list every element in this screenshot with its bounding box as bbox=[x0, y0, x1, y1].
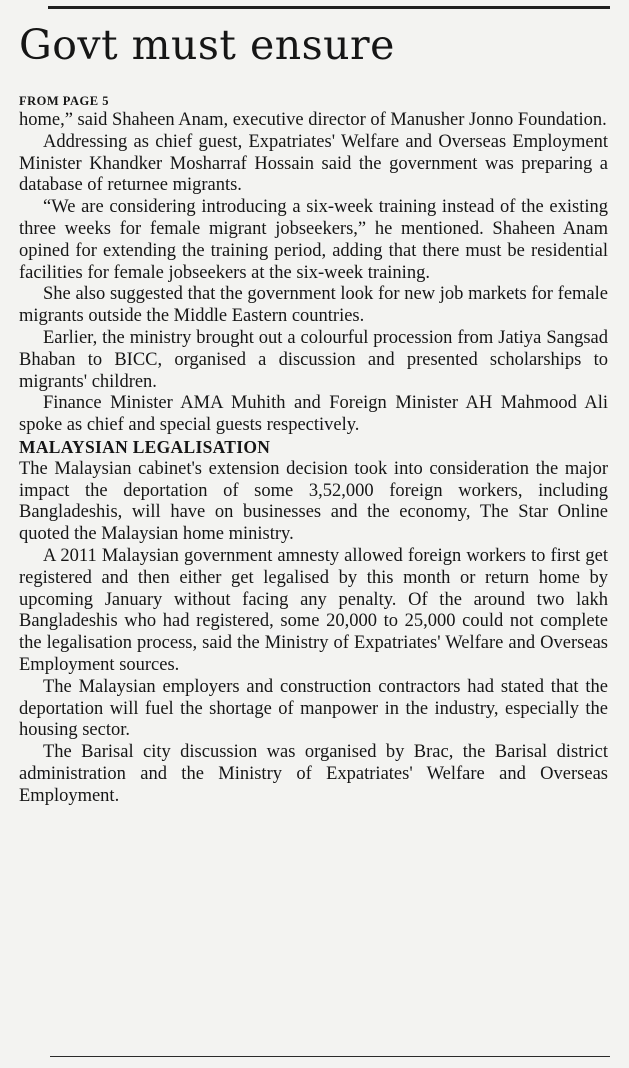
headline: Govt must ensure bbox=[19, 21, 395, 69]
paragraph: A 2011 Malaysian government amnesty allowed foreign workers to first get registered and then either get legalised by this month or return home by upcoming January without facing any penalty. Of the around two lakh Bangladeshis who had registered, some 20,000 to 25,000 could not complete the legalisation process, said the Ministry of Expatriates' Welfare and Overseas Employment sources. bbox=[19, 545, 608, 675]
paragraph: The Barisal city discussion was organised by Brac, the Barisal district administration and the Ministry of Expatriates' Welfare and Overseas Employment. bbox=[19, 742, 608, 806]
paragraph: She also suggested that the government look for new job markets for female migrants outside the Middle Eastern countries. bbox=[19, 284, 608, 327]
bottom-rule bbox=[50, 1056, 610, 1057]
paragraph: The Malaysian employers and construction contractors had stated that the deportation will fuel the shortage of manpower in the industry, especially the housing sector. bbox=[19, 676, 608, 741]
top-rule bbox=[48, 6, 610, 9]
continuation-label: FROM PAGE 5 bbox=[19, 94, 109, 108]
paragraph: home,” said Shaheen Anam, executive director of Manusher Jonno Foundation. bbox=[19, 110, 607, 130]
paragraph: Addressing as chief guest, Expatriates' Welfare and Overseas Employment Minister Khandker Mosharraf Hossain said the government was preparing a database of returnee migrants. bbox=[19, 131, 608, 196]
subhead: MALAYSIAN LEGALISATION bbox=[19, 436, 271, 457]
paragraph: “We are considering introducing a six-week training instead of the existing three weeks for female migrant jobseekers,” he mentioned. Shaheen Anam opined for extending the training period, adding that there must be residential facilities for female jobseekers at the six-week training. bbox=[19, 197, 608, 283]
paragraph: Finance Minister AMA Muhith and Foreign Minister AH Mahmood Ali spoke as chief and special guests respectively. bbox=[19, 393, 608, 436]
paragraph: Earlier, the ministry brought out a colourful procession from Jatiya Sangsad Bhaban to BICC, organised a discussion and presented scholarships to migrants' children. bbox=[19, 327, 608, 392]
article-body bbox=[19, 110, 608, 808]
paragraph: The Malaysian cabinet's extension decision took into consideration the major impact the deportation of some 3,52,000 foreign workers, including Bangladeshis, will have on businesses and the economy, The Star Online quoted the Malaysian home ministry. bbox=[19, 458, 608, 545]
